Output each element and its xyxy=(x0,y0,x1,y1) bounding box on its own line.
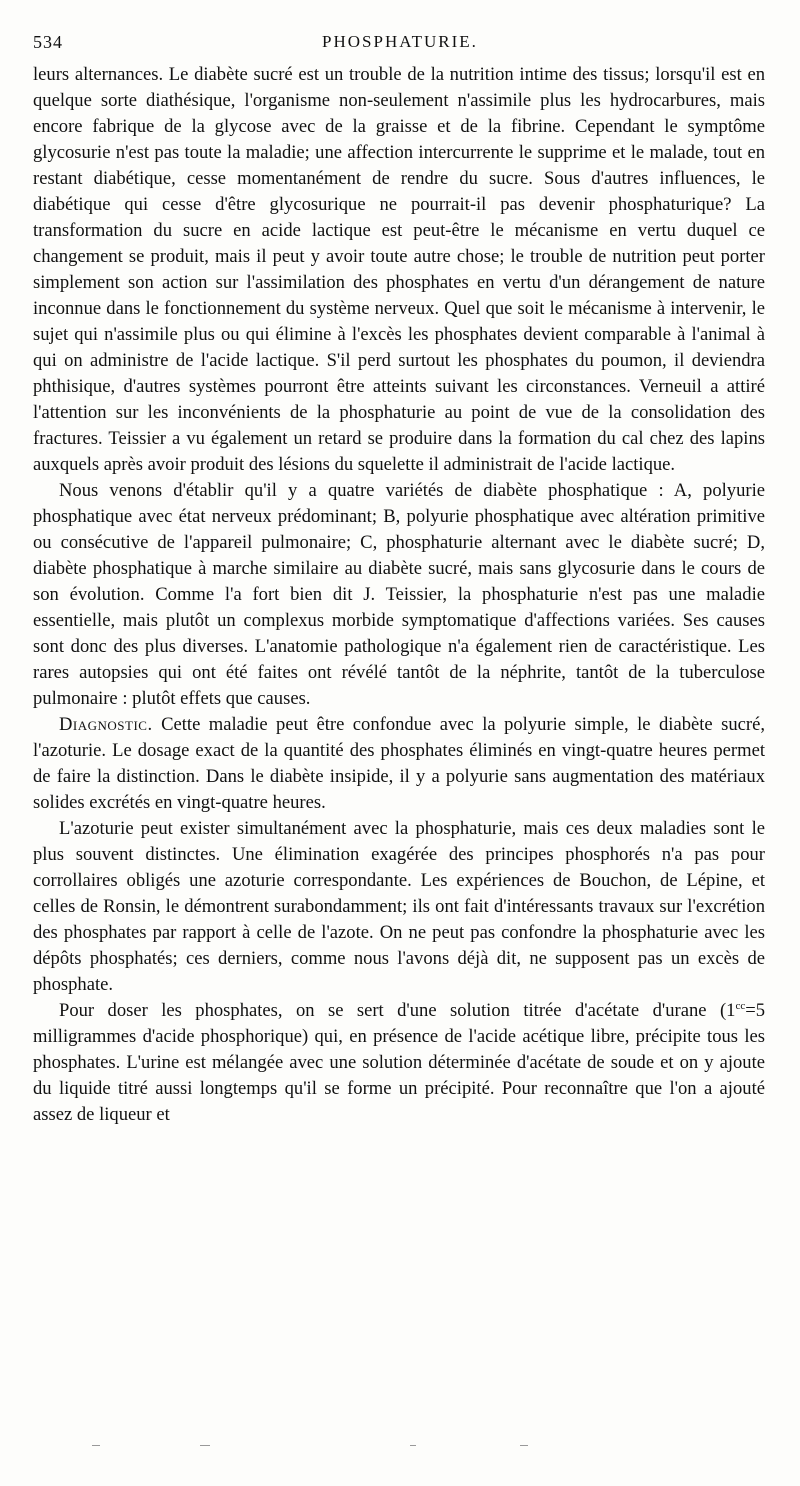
unit-superscript: cc xyxy=(735,999,746,1012)
page-header xyxy=(33,30,767,54)
body-text xyxy=(33,62,765,1128)
page-number: 534 xyxy=(33,32,63,52)
scan-marks xyxy=(0,1440,800,1450)
paragraph-diabetes-nutrition: leurs alternances. Le diabète sucré est un trouble de la nutrition intime des tissus; lorsqu'il est en quelque sorte diathésique, l'organisme non-seulement n'assimile plus les hydrocarbures, mais encore fabrique de la glycose avec de la graisse et de la fibrine. Cependant le symptôme glycosurie n'est pas toute la maladie; une affection intercurrente le supprime et le malade, tout en restant diabétique, cesse momentanément de rendre du sucre. Sous d'autres influences, le diabétique qui cesse d'être glycosurique ne pourrait-il pas devenir phosphaturique? La transformation du sucre en acide lactique est peut-être le mécanisme en vertu duquel ce changement se produit, mais il peut y avoir toute autre chose; le trouble de nutrition peut porter simplement son action sur l'assimilation des phosphates en vertu d'un dérangement de nature inconnue dans le fonctionnement du système nerveux. Quel que soit le mécanisme à intervenir, le sujet qui n'assimile plus ou qui élimine à l'excès les phosphates devient comparable à l'animal à qui on administre de l'acide lactique. S'il perd surtout les phosphates du poumon, il deviendra phthisique, d'autres systèmes pourront être atteints suivant les circonstances. Verneuil a attiré l'attention sur les inconvénients de la phosphaturie au point de vue de la consolidation des fractures. Teissier a vu également un retard se produire dans la formation du cal chez des lapins auxquels après avoir produit des lésions du squelette il administrait de l'acide lactique. xyxy=(33,64,765,475)
section-heading-diagnostic: Diagnostic. xyxy=(59,714,153,735)
scan-mark xyxy=(200,1445,210,1446)
running-title: PHOSPHATURIE. xyxy=(322,32,478,51)
paragraph-diagnostic xyxy=(33,712,765,816)
scan-mark xyxy=(520,1445,528,1446)
scan-mark xyxy=(410,1445,416,1446)
dosage-text-start: Pour doser les phosphates, on se sert d'une solution titrée d'acétate d'urane (1 xyxy=(59,1000,736,1021)
scan-mark xyxy=(92,1445,100,1446)
paragraph-azoturie: L'azoturie peut exister simultanément avec la phosphaturie, mais ces deux maladies sont le plus souvent distinctes. Une élimination exagérée des principes phosphorés n'a pas pour corrollaires obligés une azoturie correspondante. Les expériences de Bouchon, de Lépine, et celles de Ronsin, le démontrent surabondamment; ils ont fait d'intéressants travaux sur l'excrétion des phosphates par rapport à celle de l'azote. On ne peut pas confondre la phosphaturie avec les dépôts phosphatés; ces derniers, comme nous l'avons déjà dit, ne supposent pas un excès de phosphate. xyxy=(33,818,765,995)
dosage-text-end: =5 milligrammes d'acide phosphorique) qui, en présence de l'acide acétique libre, précipite tous les phosphates. L'urine est mélangée avec une solution déterminée d'acétate de soude et on y ajoute du liquide titré aussi longtemps qu'il se forme un précipité. Pour reconnaître que l'on a ajouté assez de liqueur et xyxy=(33,1000,765,1125)
diagnostic-text: Cette maladie peut être confondue avec la polyurie simple, le diabète sucré, l'azoturie. Le dosage exact de la quantité des phosphates éliminés en vingt-quatre heures permet de faire la distinction. Dans le diabète insipide, il y a polyurie sans augmentation des matériaux solides excrétés en vingt-quatre heures. xyxy=(33,714,765,813)
paragraph-dosage xyxy=(33,998,765,1128)
paragraph-varieties: Nous venons d'établir qu'il y a quatre variétés de diabète phosphatique : A, polyurie phosphatique avec état nerveux prédominant; B, polyurie phosphatique avec altération primitive ou consécutive de l'appareil pulmonaire; C, phosphaturie alternant avec le diabète sucré; D, diabète phosphatique à marche similaire au diabète sucré, mais sans glycosurie dans le cours de son évolution. Comme l'a fort bien dit J. Teissier, la phosphaturie n'est pas une maladie essentielle, mais plutôt un complexus morbide symptomatique d'affections variées. Ses causes sont donc des plus diverses. L'anatomie pathologique n'a également rien de caractéristique. Les rares autopsies qui ont été faites ont révélé tantôt de la néphrite, tantôt de la tuberculose pulmonaire : plutôt effets que causes. xyxy=(33,480,765,709)
